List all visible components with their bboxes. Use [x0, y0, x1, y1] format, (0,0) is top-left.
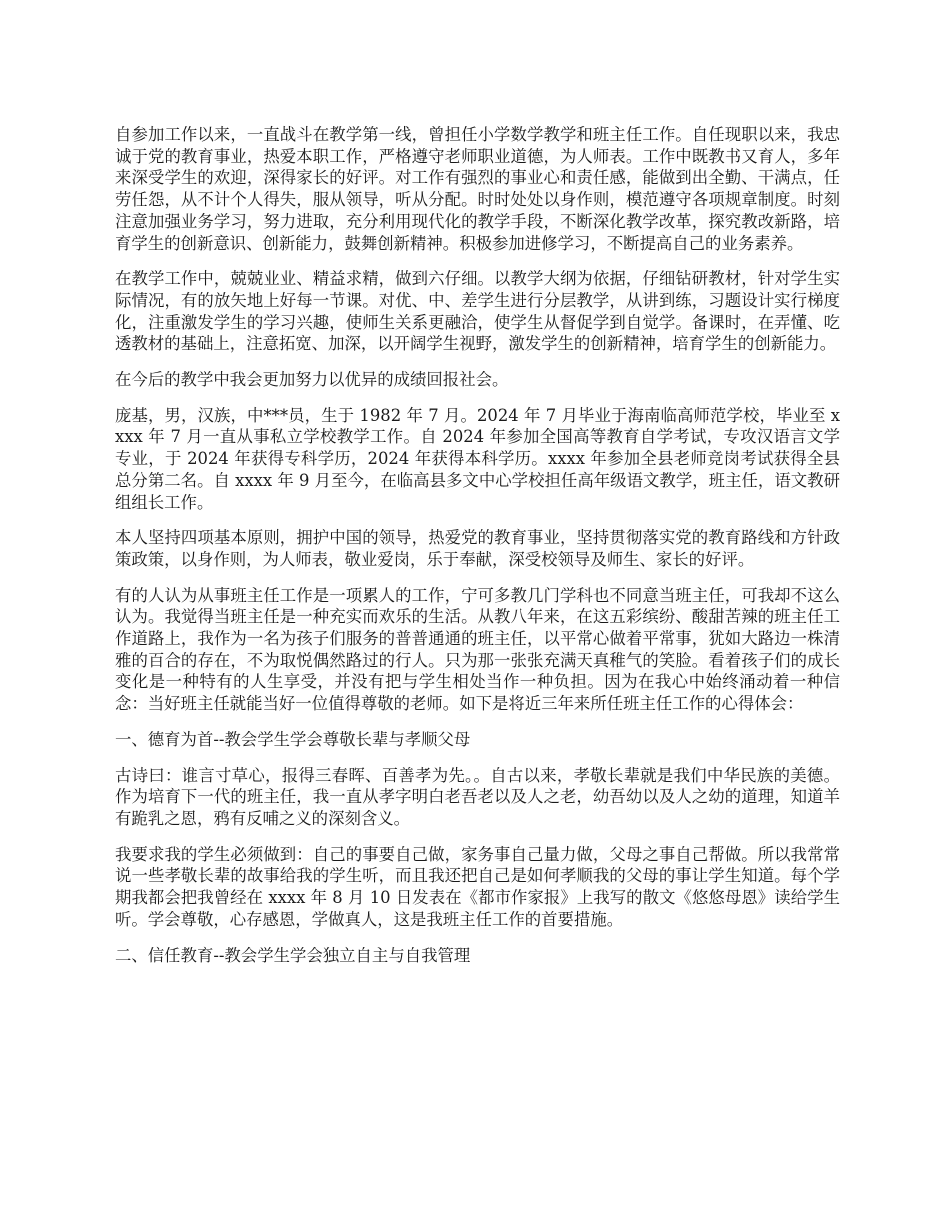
paragraph-head-teacher-view: 有的人认为从事班主任工作是一项累人的工作，宁可多教几门学科也不同意当班主任，可我却不这么认为。我觉得当班主任是一种充实而欢乐的生活。从教八年来，在这五彩缤纷、酸甜苦辣的班主任工作道路上，我作为一名为孩子们服务的普普通通的班主任，以平常心做着平常事，犹如大路边一株清雅的百合的存在，不为取悦偶然路过的行人。只为那一张张充满天真稚气的笑脸。看着孩子们的成长变化是一种特有的人生享受，并没有把与学生相处当作一种负担。因为在我心中始终涌动着一种信念：当好班主任就能当好一位值得尊敬的老师。如下是将近三年来所任班主任工作的心得体会：	[115, 585, 840, 714]
section-heading-trust-education: 二、信任教育--教会学生学会独立自主与自我管理	[115, 945, 471, 965]
paragraph-personal-profile: 庞基，男，汉族，中***员，生于 1982 年 7 月。2024 年 7 月毕业于海南临高师范学校，毕业至 xxxx 年 7 月一直从事私立学校教学工作。自 2024 年参加全国高等教育自学考试，专攻汉语言文学专业，于 2024 年获得专科学历，2024 年获得本科学历。xxxx 年参加全县老师竞岗考试获得全县总分第二名。自 xxxx 年 9 月至今，在临高县多文中心学校担任高年级语文教学，班主任，语文教研组组长工作。	[115, 405, 840, 512]
paragraph-student-requirements: 我要求我的学生必须做到：自己的事要自己做，家务事自己量力做，父母之事自己帮做。所以我常常说一些孝敬长辈的故事给我的学生听，而且我还把自己是如何孝顺我的父母的事让学生知道。每个学期我都会把我曾经在 xxxx 年 8 月 10 日发表在《都市作家报》上我写的散文《悠悠母恩》读给学生听。学会尊敬，心存感恩，学做真人，这是我班主任工作的首要措施。	[115, 844, 840, 929]
paragraph-teaching-work: 在教学工作中，兢兢业业、精益求精，做到六仔细。以教学大纲为依据，仔细钻研教材，针对学生实际情况，有的放矢地上好每一节课。对优、中、差学生进行分层教学，从讲到练，习题设计实行梯度化，注重激发学生的学习兴趣，使师生关系更融洽，使学生从督促学到自觉学。备课时，在弄懂、吃透教材的基础上，注意拓宽、加深，以开阔学生视野，激发学生的创新精神，培育学生的创新能力。	[115, 269, 840, 354]
section-heading-moral-education: 一、德育为首--教会学生学会尊敬长辈与孝顺父母	[115, 729, 471, 749]
paragraph-principles: 本人坚持四项基本原则，拥护中国的领导，热爱党的教育事业，坚持贯彻落实党的教育路线和方针政策政策，以身作则，为人师表，敬业爱岗，乐于奉献，深受校领导及师生、家长的好评。	[115, 528, 840, 569]
paragraph-filial-piety: 古诗曰：谁言寸草心，报得三春晖、百善孝为先。。自古以来，孝敬长辈就是我们中华民族的美德。作为培育下一代的班主任，我一直从孝字明白老吾老以及人之老，幼吾幼以及人之幼的道理，知道羊有跪乳之恩，鸦有反哺之义的深刻含义。	[115, 765, 840, 828]
paragraph-work-overview: 自参加工作以来，一直战斗在教学第一线，曾担任小学数学教学和班主任工作。自任现职以来，我忠诚于党的教育事业，热爱本职工作，严格遵守老师职业道德，为人师表。工作中既教书又育人，多年来深受学生的欢迎，深得家长的好评。对工作有强烈的事业心和责任感，能做到出全勤、干满点，任劳任怨，从不计个人得失，服从领导，听从分配。时时处处以身作则，模范遵守各项规章制度。时刻注意加强业务学习，努力进取，充分利用现代化的教学手段，不断深化教学改革，探究教改新路，培育学生的创新意识、创新能力，鼓舞创新精神。积极参加进修学习，不断提高自己的业务素养。	[115, 125, 840, 253]
paragraph-future-commitment: 在今后的教学中我会更加努力以优异的成绩回报社会。	[115, 370, 509, 390]
document-page	[115, 124, 840, 980]
